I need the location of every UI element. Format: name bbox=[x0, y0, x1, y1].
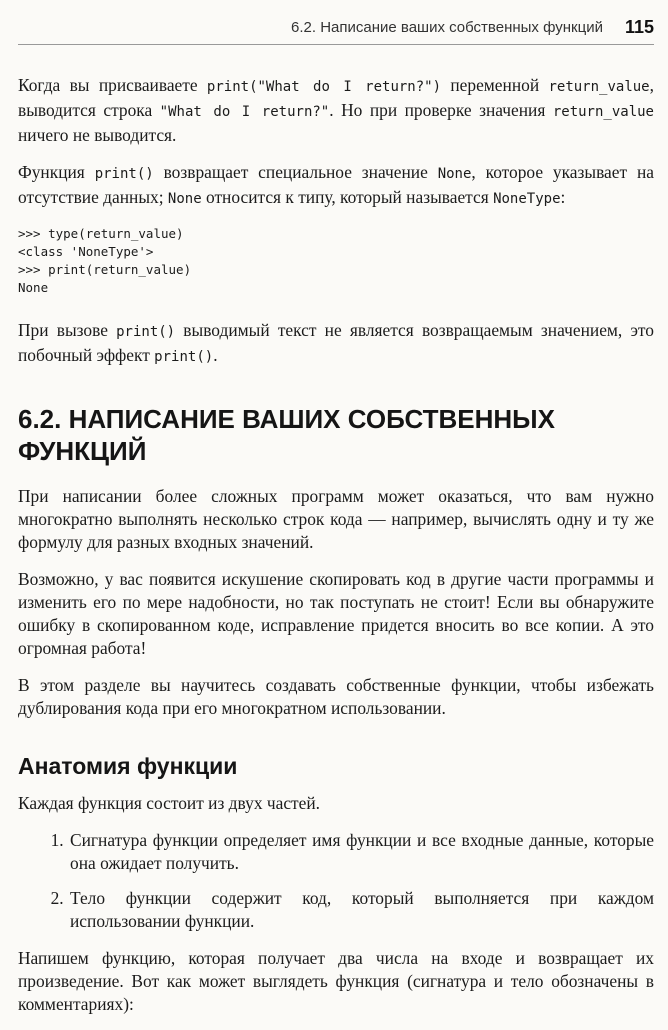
code-listing bbox=[18, 225, 654, 297]
text-run: : bbox=[560, 187, 566, 207]
section-paragraph-2: Возможно, у вас появится искушение скопировать код в другие части программы и изменить его по мере надобности, но так поступать не стоит! Если вы обнаружите ошибку в скопированном коде, исправление придется вносить во все копии. А это огромная работа! bbox=[18, 569, 654, 658]
page-number: 115 bbox=[624, 16, 654, 37]
text-run: возвращает специальное значение bbox=[153, 162, 438, 182]
subsection-heading: Анатомия функции bbox=[18, 753, 238, 779]
section-heading-line: 6.2. НАПИСАНИЕ ВАШИХ СОБСТВЕННЫХ bbox=[18, 404, 555, 434]
section-paragraph-3: В этом разделе вы научитесь создавать собственные функции, чтобы избежать дублирования кода при его многократном использовании. bbox=[18, 675, 654, 718]
text-run: относится к типу, который называется bbox=[201, 187, 494, 207]
running-header bbox=[18, 12, 654, 42]
list-item: 2. Тело функции содержит код, который выполняется при каждом использовании функции. bbox=[68, 887, 654, 933]
paragraph-none-value bbox=[18, 161, 654, 211]
text-run: переменной bbox=[441, 75, 549, 95]
text-run: При вызове bbox=[18, 320, 117, 340]
inline-code: NoneType bbox=[493, 191, 561, 207]
inline-code: return_value bbox=[552, 104, 654, 120]
text-run: ничего не выводится. bbox=[18, 125, 177, 145]
paragraph-side-effect bbox=[18, 319, 654, 369]
header-rule bbox=[18, 44, 654, 45]
running-header-title: 6.2. Написание ваших собственных функций bbox=[291, 18, 603, 36]
inline-code: print() bbox=[154, 349, 214, 365]
inline-code: None bbox=[167, 191, 202, 207]
paragraph-assign-print bbox=[18, 74, 654, 147]
text-run: . Но при проверке значения bbox=[329, 100, 553, 120]
inline-code: print() bbox=[116, 324, 176, 340]
text-run: , которое указывает на отсутствие данных; bbox=[18, 162, 654, 207]
inline-code: print() bbox=[94, 166, 154, 182]
text-run: Когда вы присваиваете bbox=[18, 75, 207, 95]
inline-code: None bbox=[437, 166, 472, 182]
section-heading-line: ФУНКЦИЙ bbox=[18, 436, 147, 466]
code-line: >>> type(return_value) bbox=[18, 226, 184, 241]
inline-code: print("What do I return?") bbox=[206, 79, 442, 95]
text-run: . bbox=[213, 345, 218, 365]
text-run: Функция bbox=[18, 162, 95, 182]
section-heading bbox=[18, 403, 654, 467]
list-item: 1. Сигнатура функции определяет имя функции и все входные данные, которые она ожидает получить. bbox=[68, 829, 654, 875]
section-paragraph-1: При написании более сложных программ может оказаться, что вам нужно многократно выполнять несколько строк кода — например, вычислять одну и ту же формулу для разных входных значений. bbox=[18, 486, 654, 552]
subsection-outro: Напишем функцию, которая получает два числа на входе и возвращает их произведение. Вот как может выглядеть функция (сигнатура и тело обозначены в комментариях): bbox=[18, 948, 654, 1014]
code-line: >>> print(return_value) bbox=[18, 262, 192, 277]
page-content bbox=[18, 74, 654, 1030]
inline-code: return_value bbox=[548, 79, 650, 95]
code-line: None bbox=[18, 280, 49, 295]
inline-code: "What do I return?" bbox=[159, 104, 330, 120]
subsection-intro: Каждая функция состоит из двух частей. bbox=[18, 793, 321, 813]
function-parts-list bbox=[18, 829, 654, 933]
text-run: выводимый текст не является возвращаемым значением, это побочный эффект bbox=[18, 320, 654, 365]
text-run: , выводится строка bbox=[18, 75, 654, 120]
code-line: <class 'NoneType'> bbox=[18, 244, 154, 259]
